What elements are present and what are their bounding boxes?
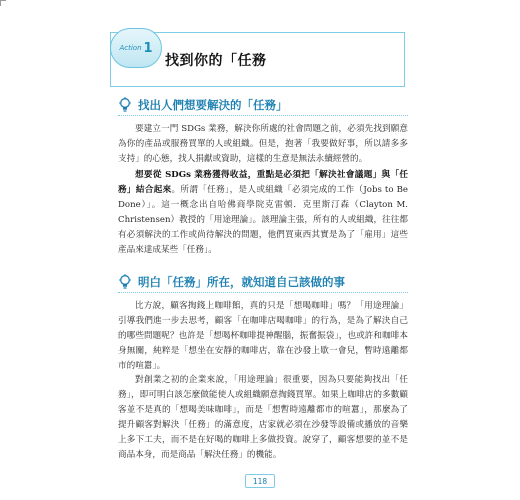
paragraph: 比方說，顧客掏錢上咖啡館，真的只是「想喝咖啡」嗎？「用途理論」引導我們進一步去思考，顧客「在咖啡店喝咖啡」的行為，是為了解決自己的哪些問題呢？也許是「想喝杯咖啡提神醒腦，振奮振袋」，也或許和咖啡本身無關，純粹是「想坐在安靜的咖啡店，靠在沙發上歇一會兒，暫時遠離都市的喧囂」。 (118, 301, 408, 371)
section-heading-text: 明白「任務」所在，就知道自己該做的事 (138, 275, 345, 289)
lightbulb-icon (118, 274, 132, 290)
action-number: 1 (143, 40, 153, 56)
paragraph: 對創業之初的企業來說，「用途理論」很重要，因為只要能夠找出「任務」，即可明白該怎麼做能使人或組織願意掏錢買單。如果上咖啡店的多數顧客並不是真的「想喝美味咖啡」，而是「想暫時遠離都市的喧囂」，那麼為了提升顧客對解決「任務」的滿意度，店家就必須在沙發等設備或播放的音樂上多下工夫，而不是在好喝的咖啡上多做投資。說穿了，顧客想要的並不是商品本身，而是商品「解決任務」的機能。 (118, 375, 408, 460)
bold-phrase: 想要從 SDGs 業務獲得收益，重點是必須把「解決社會議題」與「任務」結合起來 (118, 170, 408, 195)
section-heading-text: 找出人們想要解決的「任務」 (138, 98, 288, 112)
page-number: 118 (245, 474, 275, 488)
paragraph: 要建立一門 SDGs 業務，解決你所處的社會問題之前，必須先找到願意為你的產品或服務買單的人或組織。但是，抱著「我要做好事，所以請多多支持」的心態，找人捐獻或資助，這樣的生意是無法永續經營的。 (118, 124, 408, 164)
section-divider (118, 292, 408, 293)
section-divider (118, 115, 408, 116)
page-title: 找到你的「任務 (165, 53, 267, 69)
section-heading-1 (118, 97, 288, 113)
section-heading-2 (118, 274, 345, 290)
lightbulb-icon (118, 97, 132, 113)
paragraph (118, 168, 408, 257)
paragraph-text: 。所謂「任務」，是人或組織「必須完成的工作（Jobs to Be Done）」。這一概念出自哈佛商學院克雷頓．克里斯汀森（Clayton M. Christensen）教授的「用途理論」。該理論主張，所有的人或組織，往往都有必須解決的工作或尚待解決的問題，他們買東西其實是為了「雇用」這些產品來達成某些「任務」。 (118, 184, 408, 255)
action-badge (110, 28, 162, 68)
crop-mark (0, 0, 6, 6)
action-label: Action (119, 44, 142, 52)
